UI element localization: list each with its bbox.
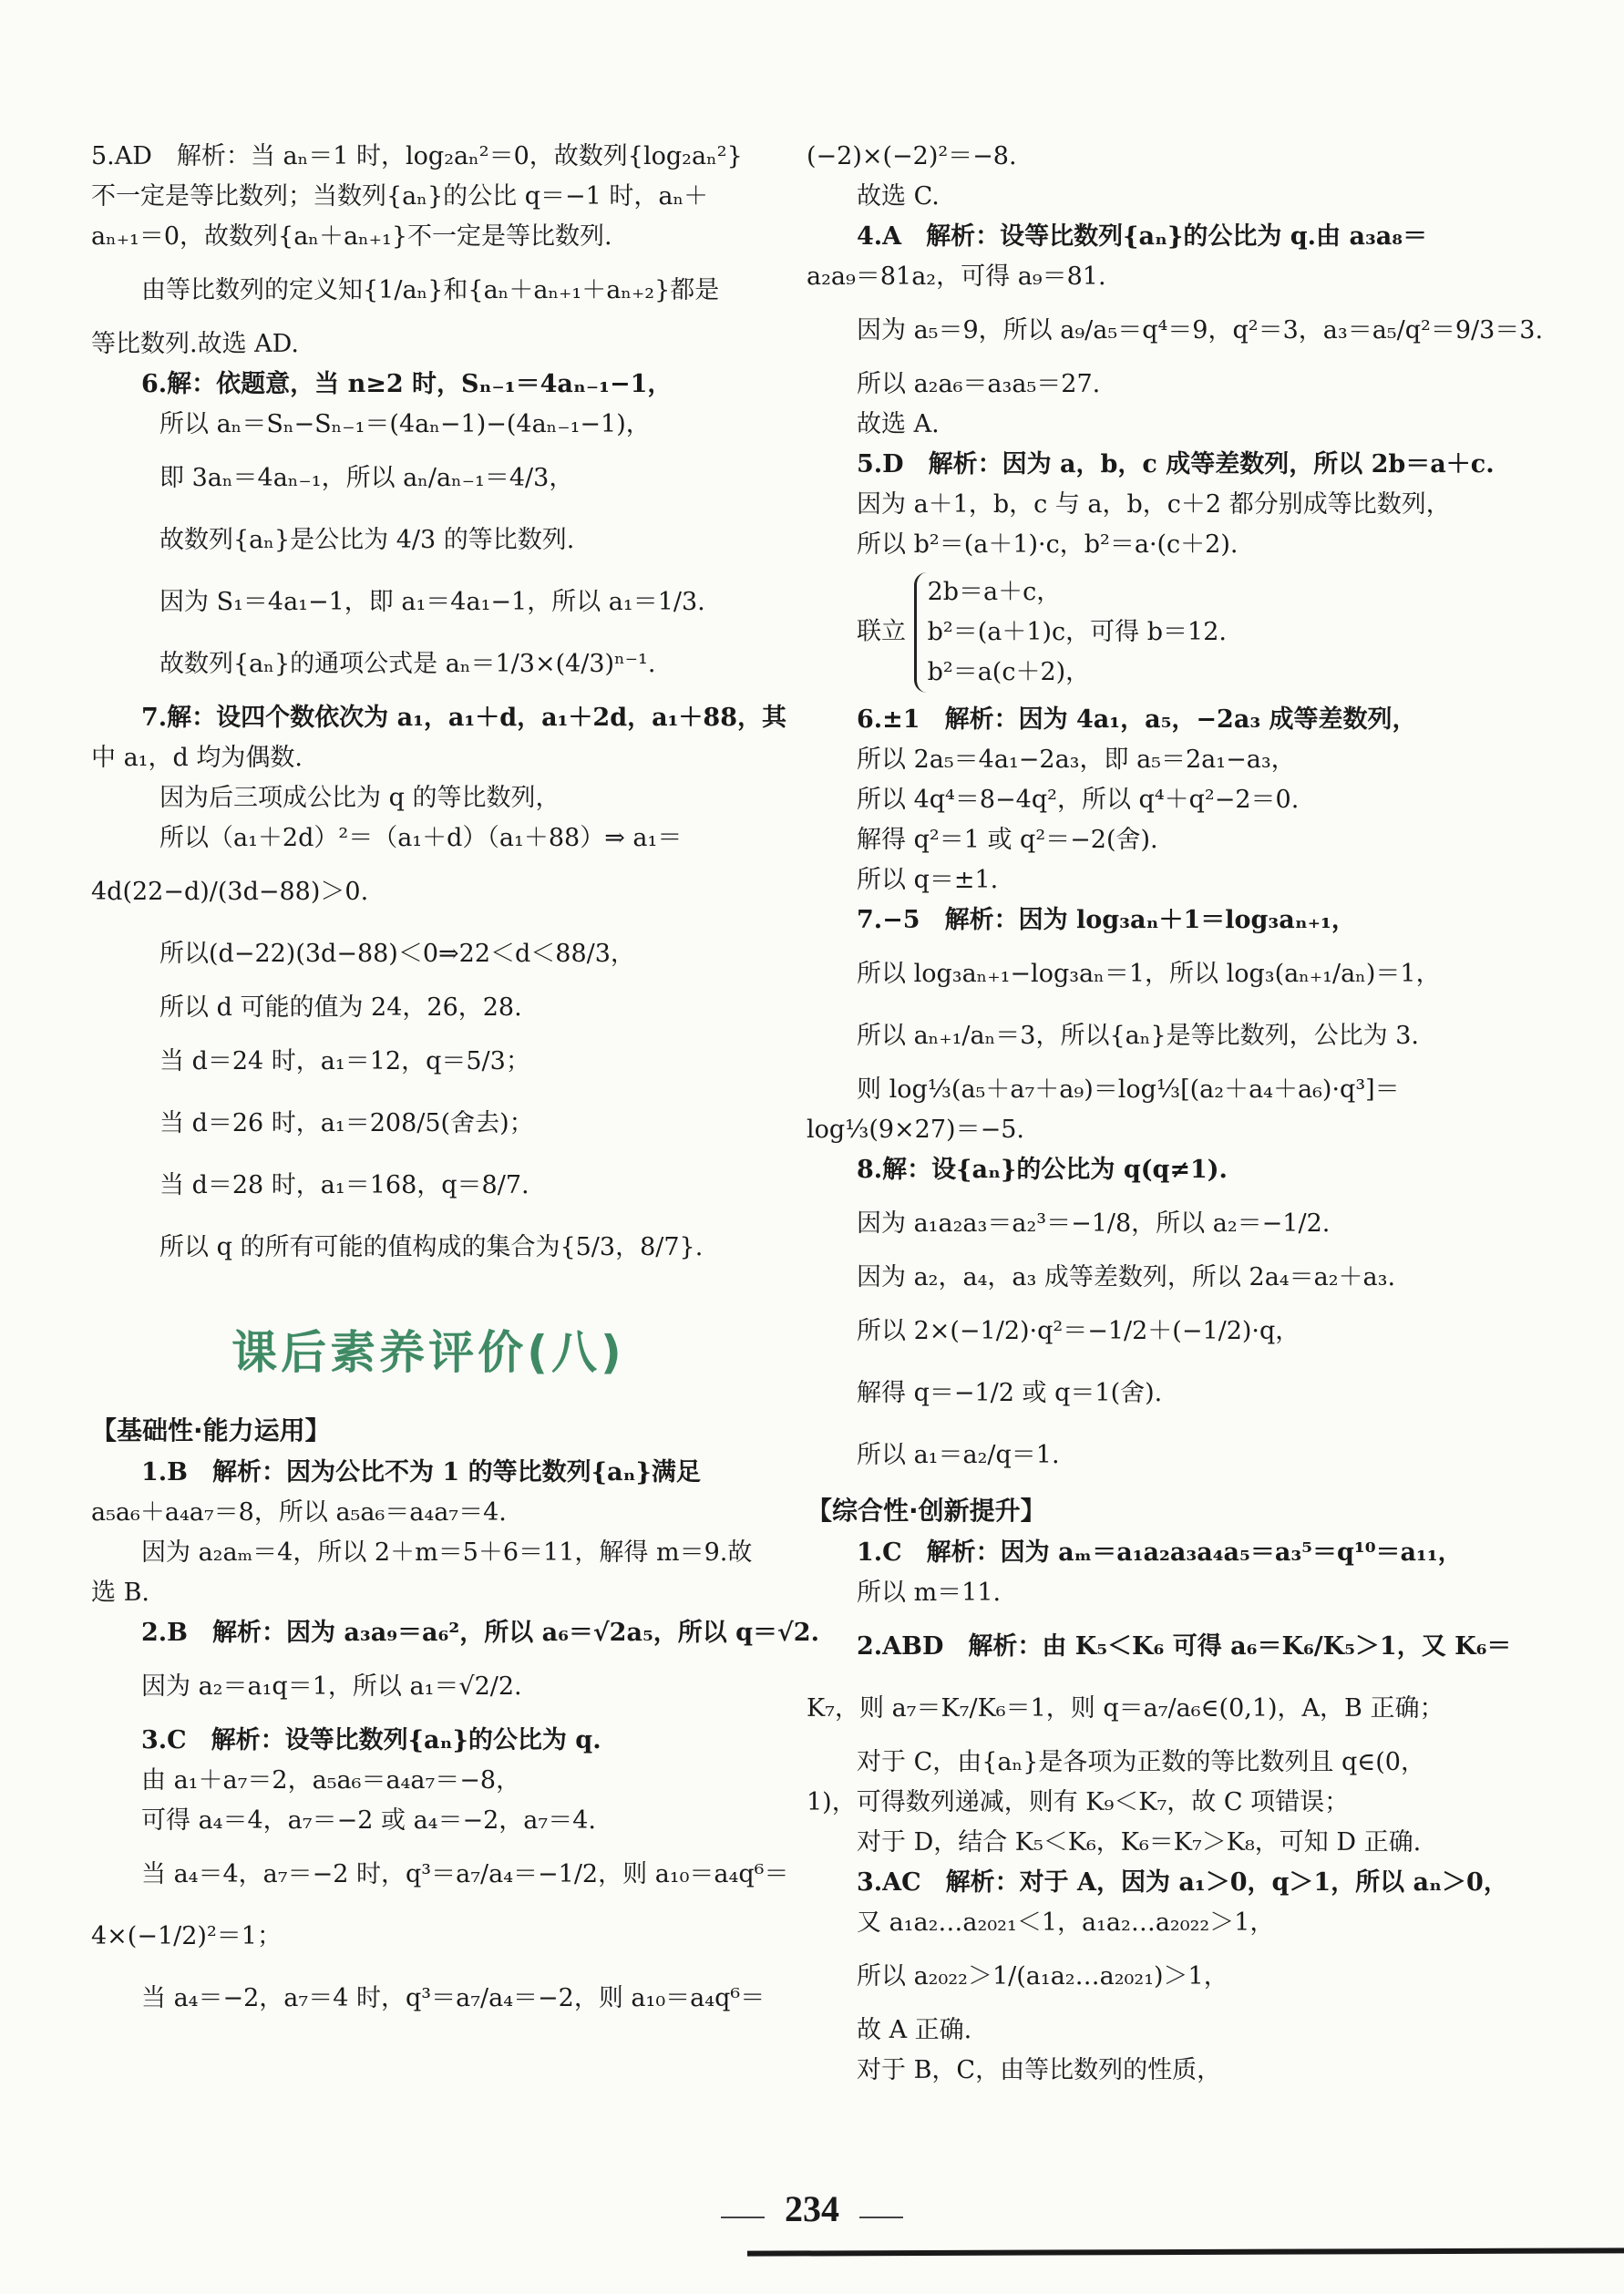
text-line: 2.B 解析：因为 a₃a₉＝a₆²，所以 a₆＝√2a₅，所以 q＝√2. — [141, 1619, 819, 1647]
text-line: 所以 4q⁴＝8−4q²，所以 q⁴＋q²−2＝0. — [857, 786, 1300, 814]
text-line: 1)，可得数列递减，则有 K₉＜K₇，故 C 项错误； — [807, 1788, 1350, 1816]
text-line: a₅a₆＋a₄a₇＝8，所以 a₅a₆＝a₄a₇＝4. — [91, 1498, 507, 1527]
system-brace — [914, 572, 1227, 693]
text-line: 不一定是等比数列；当数列{aₙ}的公比 q＝−1 时，aₙ＋ — [91, 182, 709, 211]
text-line: 等比数列.故选 AD. — [91, 330, 299, 358]
text-line: 4.A 解析：设等比数列{aₙ}的公比为 q.由 a₃a₈＝ — [857, 222, 1428, 251]
text-line: 所以 a₂₀₂₂＞1/(a₁a₂…a₂₀₂₁)＞1， — [857, 1962, 1228, 1991]
text-line: 因为 a₅＝9，所以 a₉/a₅＝q⁴＝9，q²＝3，a₃＝a₅/q²＝9/3＝3. — [857, 316, 1544, 345]
left-column — [91, 137, 819, 2032]
system-row: 2b＝a＋c， — [927, 578, 1062, 606]
text-line: 4×(−1/2)²＝1； — [91, 1922, 282, 1950]
text-line: 解得 q²＝1 或 q²＝−2(舍). — [857, 826, 1158, 854]
text-line: 故 A 正确. — [857, 2016, 972, 2044]
text-line: 由 a₁＋a₇＝2，a₅a₆＝a₄a₇＝−8， — [141, 1766, 521, 1795]
system-row: b²＝(a＋1)c，可得 b＝12. — [927, 618, 1227, 646]
text-line: 所以 a₁＝a₂/q＝1. — [857, 1441, 1060, 1469]
text-line: 所以 2×(−1/2)·q²＝−1/2＋(−1/2)·q， — [857, 1317, 1300, 1345]
text-line: 对于 C，由{aₙ}是各项为正数的等比数列且 q∈(0， — [857, 1748, 1425, 1776]
text-line: 解得 q＝−1/2 或 q＝1(舍). — [857, 1379, 1163, 1407]
text-line: 因为 a＋1，b，c 与 a，b，c＋2 都分别成等比数列， — [857, 490, 1451, 519]
section-title: 课后素养评价(八) — [231, 1326, 625, 1379]
text-line: 所以 q＝±1. — [857, 866, 999, 894]
text-line: 对于 B，C，由等比数列的性质， — [857, 2056, 1222, 2084]
text-line: 6.±1 解析：因为 4a₁，a₅，−2a₃ 成等差数列， — [857, 705, 1417, 734]
text-line: 所以 b²＝(a＋1)·c，b²＝a·(c＋2). — [857, 530, 1239, 559]
text-line: 所以(d−22)(3d−88)＜0⇒22＜d＜88/3， — [159, 940, 635, 968]
system-label: 联立 — [857, 617, 906, 646]
text-line: 1.B 解析：因为公比不为 1 的等比数列{aₙ}满足 — [141, 1458, 701, 1486]
text-line: 因为 a₁a₂a₃＝a₂³＝−1/8，所以 a₂＝−1/2. — [857, 1209, 1331, 1238]
basic-section-heading: 【基础性·能力运用】 — [91, 1415, 331, 1445]
text-line: 故数列{aₙ}的通项公式是 aₙ＝1/3×(4/3)ⁿ⁻¹. — [159, 650, 656, 678]
text-line: (−2)×(−2)²＝−8. — [807, 142, 1017, 170]
system-row: b²＝a(c＋2)， — [927, 658, 1091, 686]
text-line: 所以 m＝11. — [857, 1579, 1002, 1607]
text-line: 可得 a₄＝4，a₇＝−2 或 a₄＝−2，a₇＝4. — [141, 1806, 596, 1835]
text-line: 因为 a₂aₘ＝4，所以 2＋m＝5＋6＝11，解得 m＝9.故 — [141, 1538, 753, 1567]
text-line: 2.ABD 解析：由 K₅＜K₆ 可得 a₆＝K₆/K₅＞1，又 K₆＝ — [857, 1632, 1512, 1661]
text-line: K₇，则 a₇＝K₇/K₆＝1，则 q＝a₇/a₆∈(0,1)，A，B 正确； — [807, 1694, 1444, 1723]
answer-7-heading: 7.解：设四个数依次为 a₁，a₁＋d，a₁＋2d，a₁＋88，其 — [141, 704, 786, 732]
text-line: 故数列{aₙ}是公比为 4/3 的等比数列. — [159, 526, 575, 554]
equation-system — [807, 572, 1481, 693]
text-line: 当 d＝26 时，a₁＝208/5(舍去)； — [159, 1109, 534, 1137]
text-line: 因为 S₁＝4a₁−1，即 a₁＝4a₁−1，所以 a₁＝1/3. — [159, 588, 705, 616]
text-line: 所以 aₙ₊₁/aₙ＝3，所以{aₙ}是等比数列，公比为 3. — [857, 1022, 1419, 1050]
text-line: 当 a₄＝4，a₇＝−2 时，q³＝a₇/a₄＝−1/2，则 a₁₀＝a₄q⁶＝ — [141, 1860, 789, 1888]
text-line: a₂a₉＝81a₂，可得 a₉＝81. — [807, 262, 1106, 291]
text-line: 因为 a₂＝a₁q＝1，所以 a₁＝√2/2. — [141, 1672, 522, 1701]
text-line: 所以 q 的所有可能的值构成的集合为{5/3，8/7}. — [159, 1233, 704, 1261]
text-line: log⅓(9×27)＝−5. — [807, 1116, 1024, 1144]
text-line: 所以 aₙ＝Sₙ−Sₙ₋₁＝(4aₙ−1)−(4aₙ₋₁−1)， — [159, 410, 651, 438]
text-line: 由等比数列的定义知{1/aₙ}和{aₙ＋aₙ₊₁＋aₙ₊₂}都是 — [141, 276, 720, 304]
text-line: 对于 D，结合 K₅＜K₆，K₆＝K₇＞K₈，可知 D 正确. — [857, 1828, 1422, 1857]
footer-dash — [859, 2217, 903, 2218]
page-footer — [0, 2187, 1624, 2230]
text-line: 当 d＝24 时，a₁＝12，q＝5/3； — [159, 1047, 530, 1075]
text-line: 3.C 解析：设等比数列{aₙ}的公比为 q. — [141, 1726, 601, 1754]
text-line: 5.D 解析：因为 a，b，c 成等差数列，所以 2b＝a＋c. — [857, 450, 1495, 478]
footer-dash — [721, 2217, 765, 2218]
text-line: 当 d＝28 时，a₁＝168，q＝8/7. — [159, 1171, 529, 1199]
text-line: 所以 d 可能的值为 24，26，28. — [159, 993, 522, 1022]
text-line: 又 a₁a₂…a₂₀₂₁＜1，a₁a₂…a₂₀₂₂＞1， — [857, 1908, 1275, 1937]
text-line: 中 a₁，d 均为偶数. — [91, 744, 303, 772]
text-line: 故选 C. — [857, 182, 940, 211]
answer-6-heading: 6.解：依题意，当 n≥2 时，Sₙ₋₁＝4aₙ₋₁−1， — [141, 370, 673, 398]
text-line: aₙ₊₁＝0，故数列{aₙ＋aₙ₊₁}不一定是等比数列. — [91, 222, 612, 251]
text-line: 所以（a₁＋2d）²＝（a₁＋d）（a₁＋88）⇒ a₁＝ — [159, 824, 683, 852]
text-line: 即 3aₙ＝4aₙ₋₁，所以 aₙ/aₙ₋₁＝4/3， — [159, 464, 574, 492]
text-line: 3.AC 解析：对于 A，因为 a₁＞0，q＞1，所以 aₙ＞0， — [857, 1868, 1508, 1897]
text-line: 5.AD 解析：当 aₙ＝1 时，log₂aₙ²＝0，故数列{log₂aₙ²} — [91, 142, 743, 170]
text-line: 因为后三项成公比为 q 的等比数列， — [159, 784, 560, 812]
text-line: 所以 2a₅＝4a₁−2a₃，即 a₅＝2a₁−a₃， — [857, 746, 1296, 774]
text-line: 8.解：设{aₙ}的公比为 q(q≠1). — [857, 1156, 1228, 1184]
page-number: 234 — [785, 2188, 839, 2229]
footer-rule — [747, 2248, 1624, 2256]
text-line: 故选 A. — [857, 410, 940, 438]
text-line: 4d(22−d)/(3d−88)＞0. — [91, 878, 369, 906]
text-line: 7.−5 解析：因为 log₃aₙ＋1＝log₃aₙ₊₁， — [857, 906, 1356, 934]
right-column — [807, 137, 1544, 2091]
text-line: 所以 log₃aₙ₊₁−log₃aₙ＝1，所以 log₃(aₙ₊₁/aₙ)＝1， — [857, 960, 1441, 988]
text-line: 1.C 解析：因为 aₘ＝a₁a₂a₃a₄a₅＝a₃⁵＝q¹⁰＝a₁₁， — [857, 1538, 1463, 1567]
text-line: 当 a₄＝−2，a₇＝4 时，q³＝a₇/a₄＝−2，则 a₁₀＝a₄q⁶＝ — [141, 1984, 766, 2012]
comprehensive-section-heading: 【综合性·创新提升】 — [807, 1496, 1046, 1526]
text-line: 因为 a₂，a₄，a₃ 成等差数列，所以 2a₄＝a₂＋a₃. — [857, 1263, 1396, 1291]
text-line: 所以 a₂a₆＝a₃a₅＝27. — [857, 370, 1101, 398]
text-line: 则 log⅓(a₅＋a₇＋a₉)＝log⅓[(a₂＋a₄＋a₆)·q³]＝ — [857, 1075, 1400, 1104]
text-line: 选 B. — [91, 1579, 150, 1607]
